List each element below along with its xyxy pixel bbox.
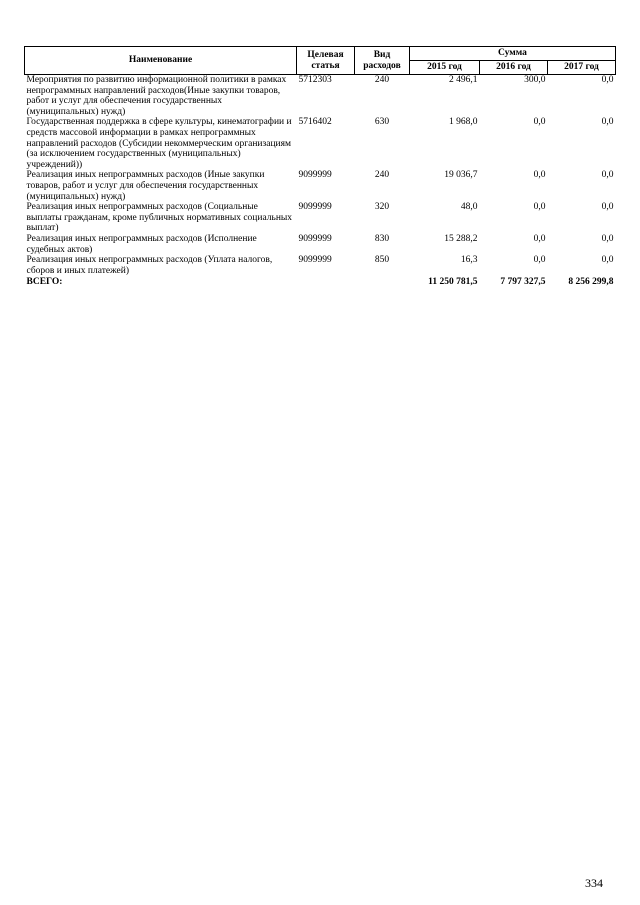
row-sum-2017: 0,0 [601,75,614,85]
row-expense-kind: 240 [374,170,390,181]
total-sum-2015: 11 250 781,5 [428,277,478,288]
total-row [25,276,616,288]
row-expense-kind: 830 [374,233,390,244]
budget-table [24,46,616,288]
row-expense-kind: 320 [374,202,390,213]
row-expense-kind: 850 [374,255,390,266]
row-sum-2017: 0,0 [601,170,614,181]
row-sum-2016: 0,0 [533,117,546,128]
row-target-article: 9099999 [298,255,332,266]
row-sum-2017: 0,0 [601,117,614,128]
row-expense-kind: 630 [374,117,390,128]
row-sum-2015: 15 288,2 [444,233,478,244]
total-target-article-empty [297,276,355,288]
page-number: 334 [585,876,603,890]
row-sum-2016: 0,0 [533,202,546,213]
table-body [25,75,616,288]
row-sum-2017: 0,0 [601,255,614,266]
header-name: Наименование [25,47,297,75]
row-sum-2016: 300,0 [524,75,546,85]
document-page [24,46,615,288]
header-year-2017: 2017 год [548,61,616,75]
total-sum-2017: 8 256 299,8 [568,277,614,288]
row-name: Реализация иных непрограммных расходов (Социальные выплаты гражданам, кроме публичных нормативных социальных выплат) [26,202,293,234]
row-sum-2015: 1 968,0 [449,117,478,128]
row-sum-2015: 19 036,7 [444,170,478,181]
row-sum-2017: 0,0 [601,233,614,244]
total-sum-2016: 7 797 327,5 [500,277,546,288]
row-expense-kind: 240 [374,75,390,85]
row-target-article: 9099999 [298,233,332,244]
table-row [25,170,616,202]
table-row [25,202,616,234]
row-sum-2015: 16,3 [460,255,478,266]
table-header [25,47,616,75]
row-target-article: 5712303 [298,75,332,85]
header-target-article: Целевая статья [297,47,355,75]
header-year-2015: 2015 год [410,61,480,75]
row-name: Мероприятия по развитию информационной политики в рамках непрограммных направлений расходов(Иные закупки товаров, работ и услуг для обеспечения государственных (муниципальных) нужд) [26,75,287,117]
row-sum-2015: 48,0 [460,202,478,213]
row-sum-2016: 0,0 [533,233,546,244]
row-name: Государственная поддержка в сфере культуры, кинематографии и средств массовой информации в рамках непрограммных направлений расходов (Субсидии некоммерческим организациям (за исключением государственных (муниципальных) учреждений)) [26,117,292,170]
header-year-2016: 2016 год [480,61,548,75]
total-label: ВСЕГО: [26,277,63,288]
table-row [25,255,616,276]
row-sum-2016: 0,0 [533,255,546,266]
row-sum-2017: 0,0 [601,202,614,213]
row-name: Реализация иных непрограммных расходов (Уплата налогов, сборов и иных платежей) [26,255,273,276]
row-sum-2015: 2 496,1 [449,75,478,85]
table-row [25,75,616,118]
table-row [25,234,616,255]
row-target-article: 9099999 [298,202,332,213]
row-sum-2016: 0,0 [533,170,546,181]
row-name: Реализация иных непрограммных расходов (Исполнение судебных актов) [26,233,257,255]
header-expense-kind: Вид расходов [355,47,410,75]
row-target-article: 9099999 [298,170,332,181]
total-expense-kind-empty [355,276,410,288]
table-row [25,117,616,170]
row-name: Реализация иных непрограммных расходов (Иные закупки товаров, работ и услуг для обеспечения государственных (муниципальных) нужд) [26,170,265,202]
row-target-article: 5716402 [298,117,332,128]
header-sum: Сумма [410,47,616,61]
